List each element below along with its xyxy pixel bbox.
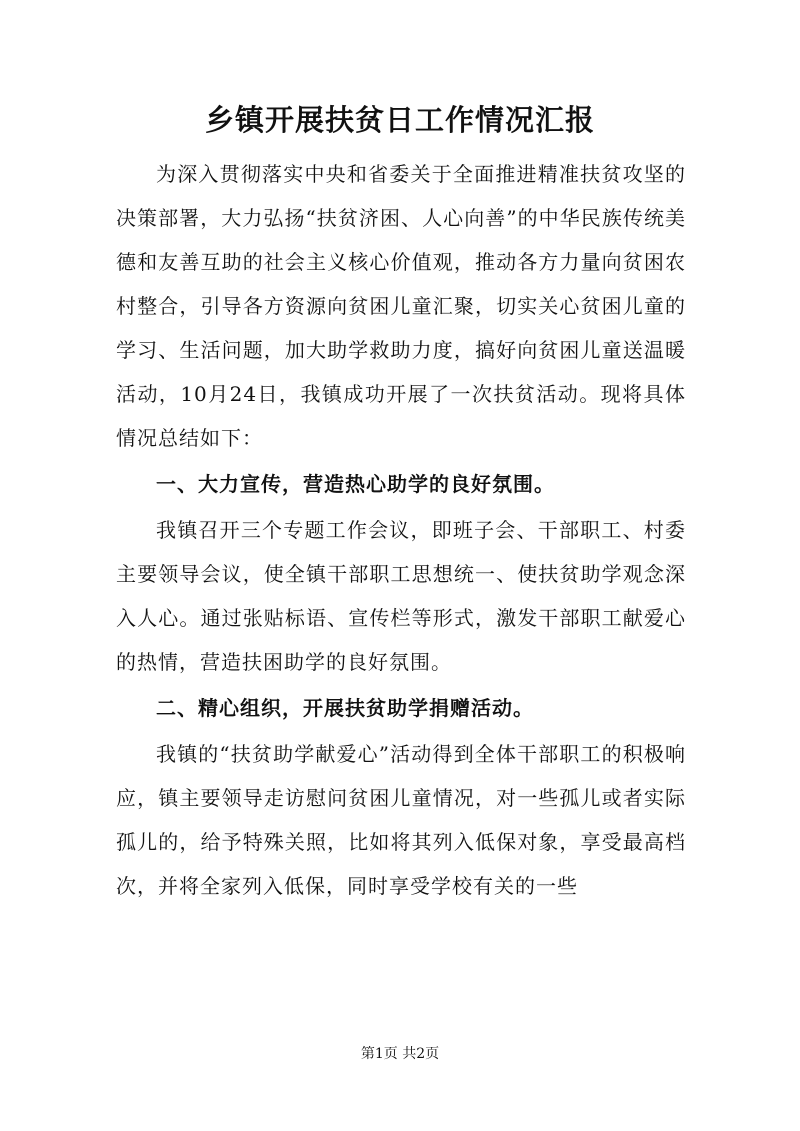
- section-heading-1: 一、大力宣传，营造热心助学的良好氛围。: [156, 472, 555, 496]
- page-number-footer: 第1页 共2页: [360, 1046, 440, 1062]
- document-body: [116, 152, 686, 908]
- document-title: 乡镇开展扶贫日工作情况汇报: [204, 103, 595, 137]
- section-2-paragraph: 我镇的“扶贫助学献爱心”活动得到全体干部职工的积极响应，镇主要领导走访慰问贫困儿童情况，对一些孤儿或者实际孤儿的，给予特殊关照，比如将其列入低保对象，享受最高档次，并将全家列入低保，同时享受学校有关的一些: [116, 742, 686, 898]
- section-1-paragraph: 我镇召开三个专题工作会议，即班子会、干部职工、村委主要领导会议，使全镇干部职工思想统一、使扶贫助学观念深入人心。通过张贴标语、宣传栏等形式，激发干部职工献爱心的热情，营造扶困助学的良好氛围。: [116, 518, 686, 674]
- intro-paragraph: 为深入贯彻落实中央和省委关于全面推进精准扶贫攻坚的决策部署，大力弘扬“扶贫济困、人心向善”的中华民族传统美德和友善互助的社会主义核心价值观，推动各方力量向贫困农村整合，引导各方资源向贫困儿童汇聚，切实关心贫困儿童的学习、生活问题，加大助学救助力度，搞好向贫困儿童送温暖活动，10月24日，我镇成功开展了一次扶贫活动。现将具体情况总结如下：: [116, 162, 686, 450]
- section-heading-2: 二、精心组织，开展扶贫助学捐赠活动。: [156, 696, 534, 720]
